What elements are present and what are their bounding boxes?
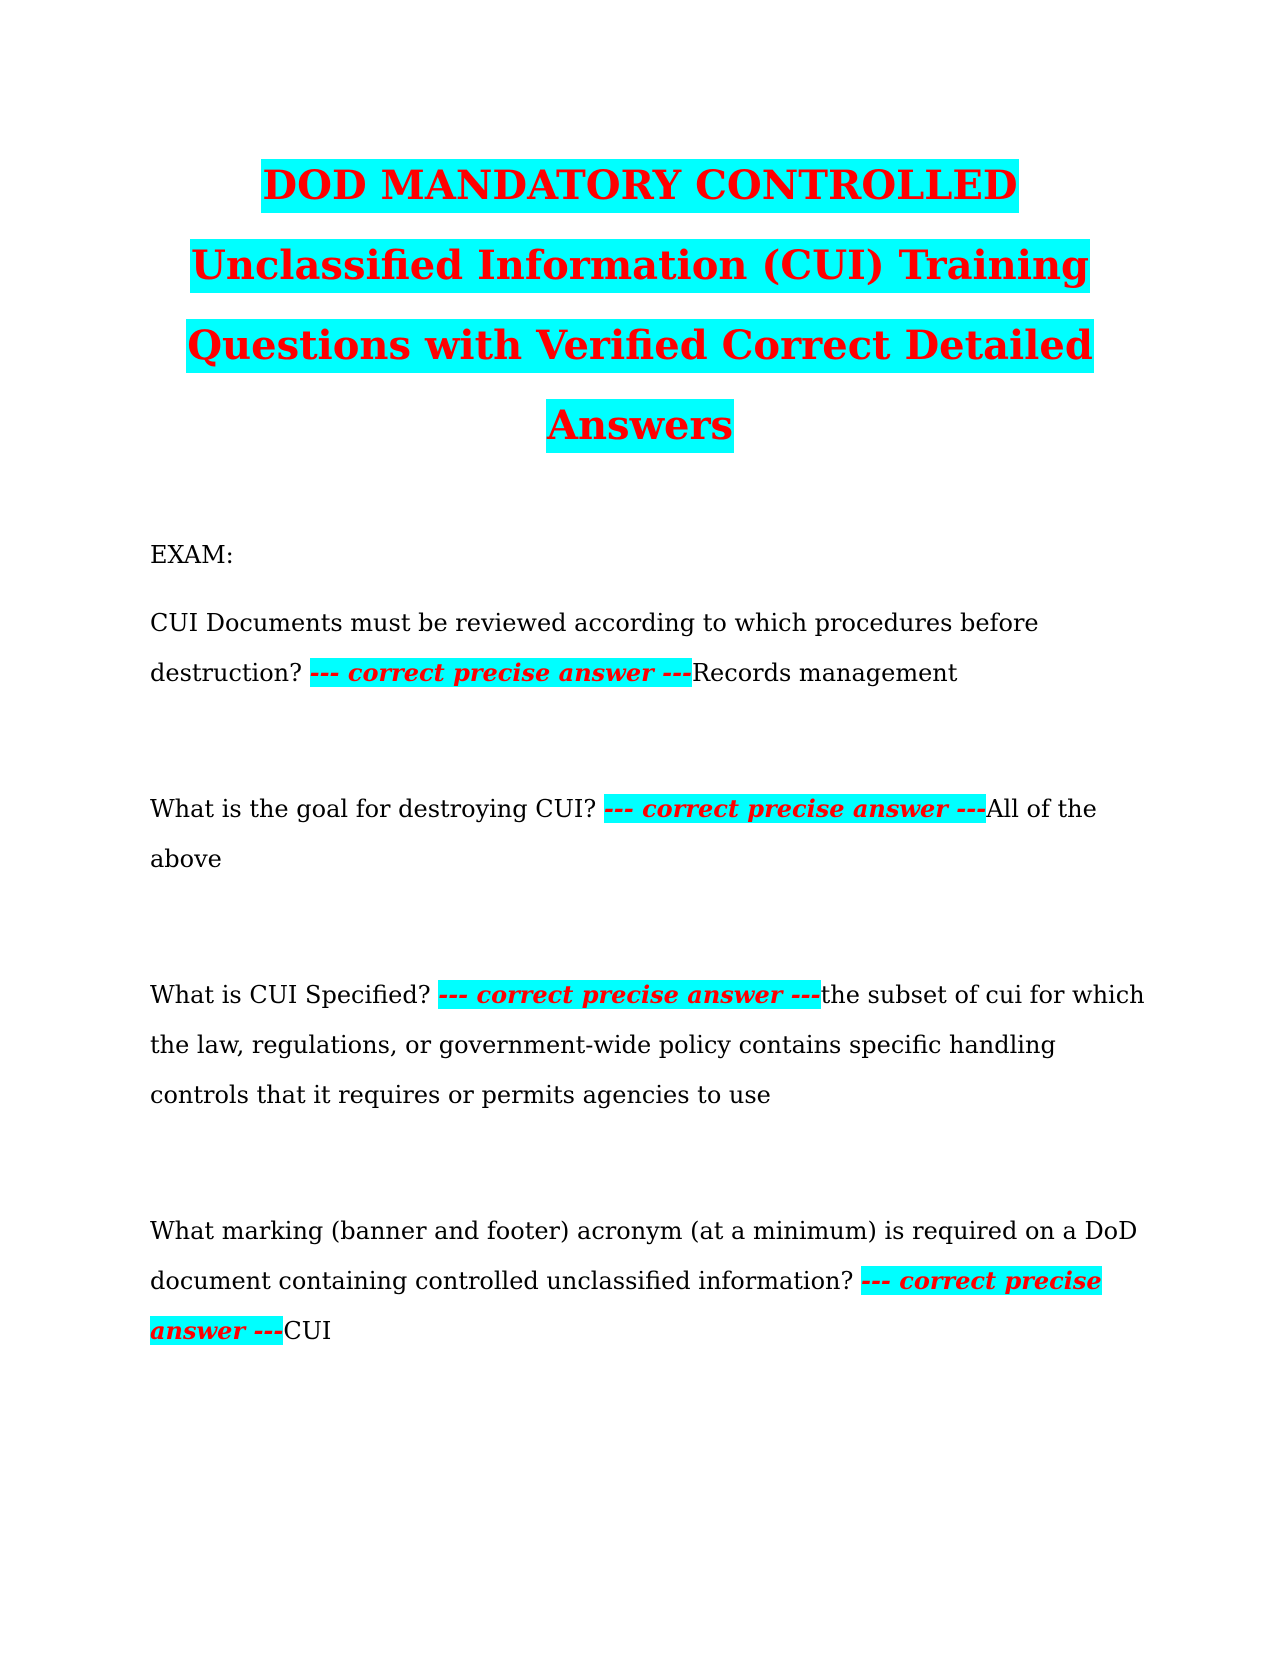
title-line-text: Questions with Verified Correct Detailed [186, 319, 1094, 373]
answer-text: Records management [691, 659, 958, 687]
question-answer-3 [150, 970, 1150, 1120]
document-title [150, 146, 1130, 466]
answer-marker: --- correct precise answer --- [150, 1266, 1102, 1345]
question-text: What is CUI Specified? [150, 981, 439, 1009]
question-answer-4 [150, 1206, 1150, 1356]
question-answer-2 [150, 784, 1150, 884]
answer-marker: --- correct precise answer --- [309, 658, 692, 687]
title-line [150, 306, 1130, 386]
question-text: What is the goal for destroying CUI? [150, 795, 604, 823]
title-line [150, 226, 1130, 306]
title-line-text: Answers [546, 399, 734, 453]
answer-text: CUI [283, 1317, 332, 1345]
question-text: What marking (banner and footer) acronym (at a minimum) is required on a DoD document containing controlled unclassified information? [150, 1217, 1138, 1295]
exam-label: EXAM: [150, 541, 234, 569]
question-answer-1 [150, 598, 1150, 698]
answer-text: All of the above [150, 795, 1097, 873]
answer-marker: --- correct precise answer --- [603, 794, 987, 823]
title-line-text: DOD MANDATORY CONTROLLED [261, 159, 1018, 213]
title-line-text: Unclassified Information (CUI) Training [190, 239, 1090, 293]
title-line [150, 146, 1130, 226]
answer-marker: --- correct precise answer --- [438, 980, 821, 1009]
document-body [150, 530, 1150, 1442]
title-line [150, 386, 1130, 466]
question-text: CUI Documents must be reviewed according to which procedures before destruction? [150, 609, 1039, 687]
answer-text: the subset of cui for which the law, regulations, or government-wide policy contains specific handling controls that it requires or permits agencies to use [150, 981, 1145, 1109]
